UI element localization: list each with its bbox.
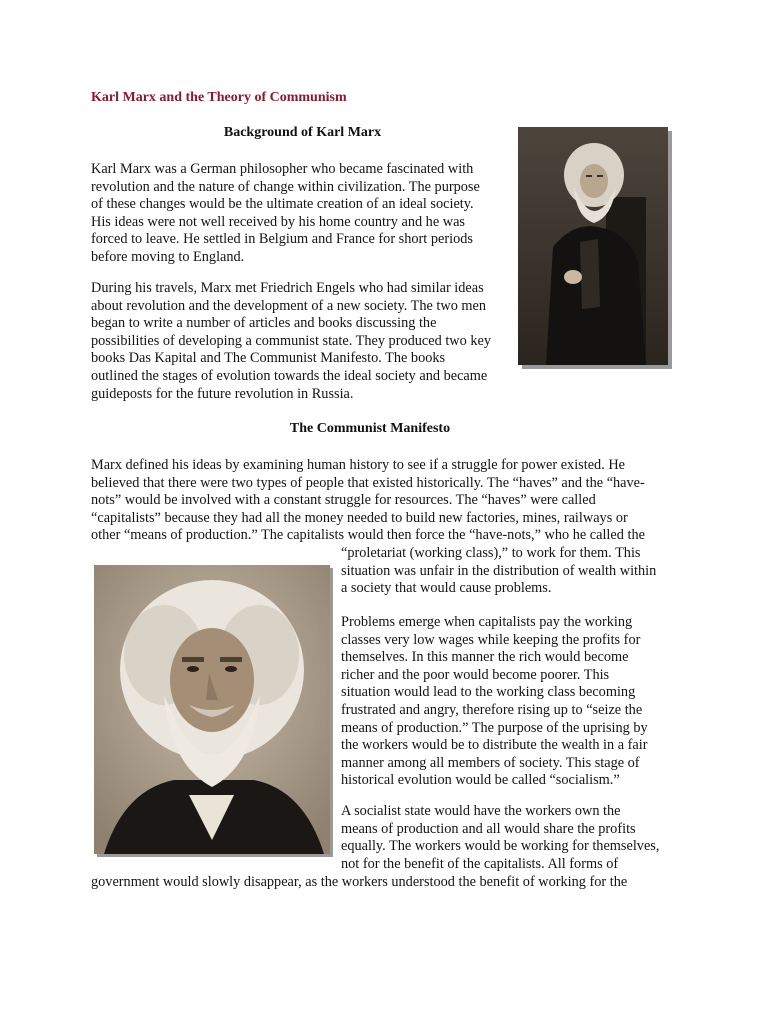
text-line: equally. The workers would be working for themselves,: [341, 838, 660, 855]
text-line: the workers would be to distribute the wealth in a fair: [341, 737, 648, 754]
portrait-seated-icon: [518, 127, 668, 365]
heading-background: Background of Karl Marx: [223, 125, 382, 140]
text-line: revolution and the nature of change within civilization. The purpose: [91, 178, 480, 195]
text-line: before moving to England.: [91, 248, 245, 265]
document-title: Karl Marx and the Theory of Communism: [91, 90, 347, 105]
portrait-headshot-icon: [94, 565, 330, 854]
paragraph-manifesto-2: [341, 614, 648, 790]
heading-manifesto: The Communist Manifesto: [289, 421, 451, 436]
text-line: richer and the poor would become poorer. This: [341, 666, 610, 683]
text-line: about revolution and the development of a new society. The two men: [91, 297, 487, 314]
paragraph-manifesto-1: [91, 457, 645, 545]
text-line: outlined the stages of evolution towards the ideal society and became: [91, 367, 488, 384]
paragraph-background-2: [91, 280, 491, 403]
text-line: manner among all members of society. This stage of: [341, 754, 640, 771]
text-line: classes very low wages while keeping the profits for: [341, 631, 641, 648]
text-line: “capitalists” because they had all the money needed to build new factories, mines, railways or: [91, 509, 628, 526]
text-line: means of production.” The purpose of the uprising by: [341, 719, 648, 736]
text-line: government would slowly disappear, as the workers understood the benefit of working for the: [91, 874, 628, 890]
text-line: nots” would be involved with a constant struggle for resources. The “haves” were called: [91, 492, 596, 509]
text-line: situation was unfair in the distribution of wealth within: [341, 562, 657, 579]
paragraph-background-1: [91, 161, 480, 267]
paragraph-manifesto-3-full: [91, 874, 627, 892]
portrait-seated-image: [518, 127, 668, 365]
text-line: themselves. In this manner the rich would become: [341, 649, 629, 666]
paragraph-manifesto-1-wrapped: [341, 545, 656, 598]
text-line: During his travels, Marx met Friedrich Engels who had similar ideas: [91, 280, 484, 296]
text-line: Problems emerge when capitalists pay the working: [341, 614, 633, 630]
text-line: guideposts for the future revolution in Russia.: [91, 385, 354, 402]
text-line: books Das Kapital and The Communist Manifesto. The books: [91, 350, 446, 367]
text-line: forced to leave. He settled in Belgium and France for short periods: [91, 231, 473, 248]
text-line: Karl Marx was a German philosopher who became fascinated with: [91, 161, 474, 177]
text-line: possibilities of developing a communist state. They produced two key: [91, 332, 491, 349]
text-line: His ideas were not well received by his home country and he was: [91, 213, 465, 230]
text-line: not for the benefit of the capitalists. All forms of: [341, 855, 619, 872]
text-line: “proletariat (working class),” to work for them. This: [341, 545, 641, 561]
text-line: historical evolution would be called “socialism.”: [341, 772, 620, 789]
text-line: a society that would cause problems.: [341, 580, 552, 597]
text-line: believed that there were two types of people that existed historically. The “haves” and the “have-: [91, 474, 645, 491]
text-line: other “means of production.” The capitalists would then force the “have-nots,” who he called the: [91, 527, 645, 544]
text-line: frustrated and angry, therefore rising up to “seize the: [341, 701, 643, 718]
text-line: of these changes would be the ultimate creation of an ideal society.: [91, 196, 474, 213]
text-line: means of production and all would share the profits: [341, 820, 636, 837]
portrait-headshot-image: [94, 565, 330, 854]
text-line: Marx defined his ideas by examining human history to see if a struggle for power existed. He: [91, 457, 626, 473]
paragraph-manifesto-3-wrapped: [341, 803, 659, 873]
text-line: situation would lead to the working class becoming: [341, 684, 636, 701]
text-line: began to write a number of articles and books discussing the: [91, 315, 437, 332]
text-line: A socialist state would have the workers own the: [341, 803, 621, 819]
